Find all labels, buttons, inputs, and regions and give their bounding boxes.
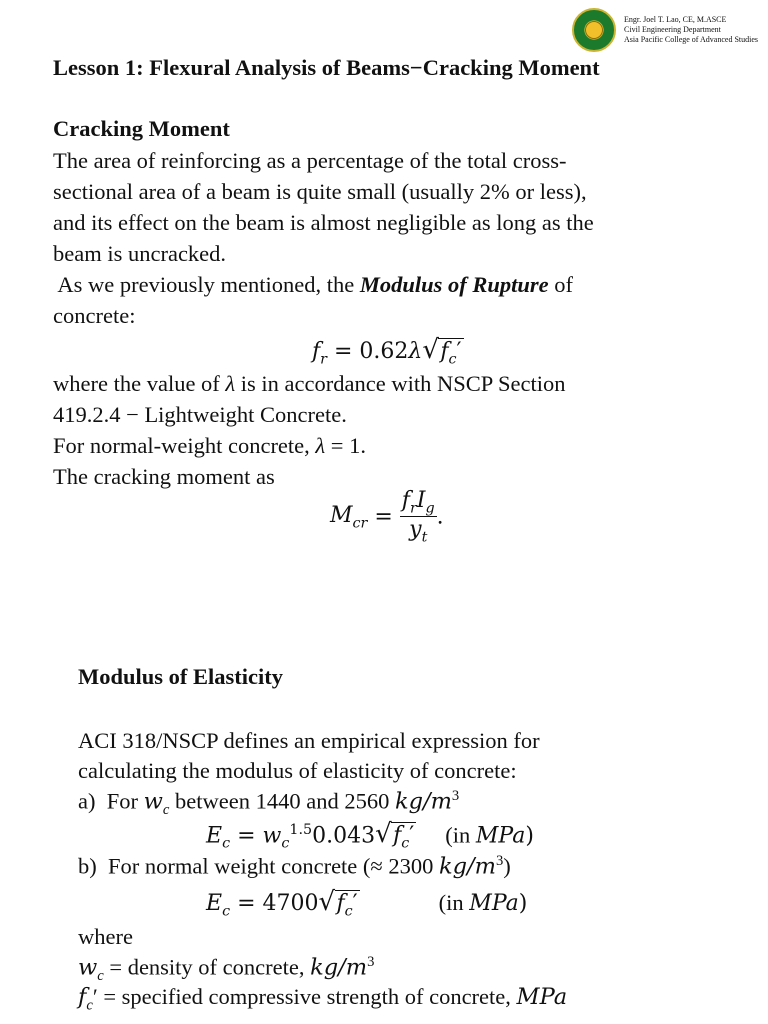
where-label: where	[78, 924, 133, 949]
eqa-w: w	[262, 823, 282, 849]
eq2-den-y: y	[409, 517, 422, 543]
item-a-var: w	[143, 788, 163, 815]
eq1-sqrt	[424, 338, 463, 367]
def2-var: f	[78, 984, 87, 1010]
eq1-f-sub: r	[320, 351, 327, 368]
p1-line-1: The area of reinforcing as a percentage of the total cross-	[53, 148, 567, 173]
p3-line-3	[53, 430, 743, 461]
eqb-units-mpa: MPa	[469, 891, 519, 916]
eqb-E-sub: c	[222, 903, 231, 920]
eq2-num-I: I	[416, 488, 426, 513]
item-b	[78, 853, 511, 880]
p3-pre: where the value of	[53, 371, 226, 396]
eqb-mid: = 4700	[230, 891, 319, 916]
item-a	[78, 788, 459, 819]
eqa-units-open: (in	[445, 822, 476, 848]
eqb-units-close: )	[518, 891, 528, 916]
modulus-of-rupture-term: Modulus of Rupture	[359, 272, 549, 297]
item-b-unit: kg/m	[439, 853, 496, 880]
eq1-prime: ′	[456, 339, 462, 364]
item-a-var-sub: c	[162, 802, 170, 818]
eq2-equals: =	[367, 504, 400, 530]
eq2-fraction	[400, 488, 437, 546]
item-a-post: between 1440 and 2560	[169, 788, 395, 814]
item-b-post: )	[503, 853, 511, 879]
cracking-moment-heading: Cracking Moment	[53, 116, 230, 141]
p3-post: is in accordance with NSCP Section	[235, 371, 566, 396]
cracking-paragraph-1	[53, 145, 743, 331]
eq2-den-sub: t	[421, 529, 428, 546]
eqa-exponent: 1.5	[289, 822, 313, 838]
eq2-lhs	[330, 503, 367, 531]
def2-unit: MPa	[516, 984, 568, 1010]
p1-line-2: sectional area of a beam is quite small (usually 2% or less),	[53, 179, 587, 204]
eqa-units-mpa: MPa	[475, 823, 526, 849]
eqa-root-sub: c	[401, 835, 410, 852]
p1-line-3: and its effect on the beam is almost negligible as long as the	[53, 210, 594, 235]
eq2-period: .	[436, 504, 444, 530]
p3l3-pre: For normal-weight concrete,	[53, 433, 316, 458]
p3-line-4: The cracking moment as	[53, 464, 275, 489]
college-seal-logo	[572, 8, 616, 52]
def1-unit: kg/m	[310, 954, 368, 981]
p2-pre: As we previously mentioned, the	[53, 272, 360, 297]
eq2-M: M	[330, 502, 353, 528]
definition-wc	[78, 954, 374, 985]
eqa-E: E	[206, 823, 223, 849]
eq1-root-sub: c	[448, 351, 457, 368]
elasticity-equation-a	[206, 822, 534, 852]
header-department: Civil Engineering Department	[624, 25, 721, 34]
definition-fc	[78, 984, 567, 1015]
elasticity-intro-1: ACI 318/NSCP defines an empirical expression for	[78, 728, 540, 753]
modulus-elasticity-heading: Modulus of Elasticity	[78, 664, 284, 689]
eqa-units-close: )	[525, 823, 534, 849]
item-b-unit-sup: 3	[495, 853, 504, 869]
eqb-prime: ′	[352, 891, 358, 916]
eqb-units-open: (in	[438, 890, 470, 915]
def2-prime: ′	[92, 984, 98, 1009]
p3-line-1	[53, 368, 743, 399]
def1-text: = density of concrete,	[103, 954, 311, 980]
lesson-title: Lesson 1: Flexural Analysis of Beams−Cracking Moment	[53, 55, 600, 80]
item-a-unit: kg/m	[394, 788, 452, 815]
p3l3-post: = 1.	[325, 433, 366, 458]
eqb-root-sub: c	[344, 903, 353, 920]
header-author: Engr. Joel T. Lao, CE, M.ASCE	[624, 15, 727, 24]
p3l3-lambda: λ	[315, 433, 326, 458]
eqa-sqrt	[377, 822, 416, 851]
item-b-label: b)	[78, 853, 97, 879]
p2-line-1	[53, 269, 743, 300]
eq1-mid: = 0.62	[327, 339, 409, 364]
eqa-root-f: f	[393, 823, 402, 849]
modulus-of-rupture-equation	[312, 338, 464, 367]
item-b-pre: For normal weight concrete (≈ 2300	[108, 853, 440, 879]
eqa-w-sub: c	[281, 835, 290, 852]
eq1-f: f	[312, 339, 321, 364]
eq2-denominator	[400, 517, 437, 545]
eqb-sqrt	[321, 890, 360, 919]
eqa-equals: =	[230, 823, 263, 849]
eqa-E-sub: c	[222, 835, 231, 852]
p1-line-4: beam is uncracked.	[53, 241, 227, 266]
eq2-M-sub: cr	[352, 515, 368, 532]
eq2-num-fsub: r	[409, 500, 417, 517]
eq2-numerator	[400, 488, 437, 517]
def1-unit-sup: 3	[367, 954, 375, 970]
def1-var: w	[78, 954, 98, 981]
elasticity-intro-2: calculating the modulus of elasticity of concrete:	[78, 758, 517, 783]
eqa-prime: ′	[409, 823, 415, 849]
eqb-E: E	[206, 891, 223, 916]
p3-line-2: 419.2.4 − Lightweight Concrete.	[53, 402, 347, 427]
p3-lambda: λ	[225, 371, 236, 396]
eq2-num-f: f	[401, 488, 410, 513]
item-a-unit-sup: 3	[451, 788, 460, 804]
p2-post: of	[548, 272, 574, 297]
def2-sub: c	[86, 997, 93, 1014]
def1-sub: c	[97, 968, 104, 984]
eq2-num-Isub: g	[425, 500, 435, 517]
elasticity-equation-b	[206, 890, 527, 919]
header-text	[624, 15, 758, 45]
p2-line-2: concrete:	[53, 303, 136, 328]
eqa-coef: 0.043	[312, 823, 376, 849]
eq1-lambda: λ	[408, 339, 423, 364]
header-school: Asia Pacific College of Advanced Studies	[624, 35, 758, 44]
cracking-moment-equation	[330, 488, 444, 546]
cracking-paragraph-3	[53, 368, 743, 492]
eqb-root-f: f	[336, 891, 345, 916]
item-a-label: a)	[78, 788, 96, 814]
eq1-root-f: f	[440, 339, 449, 364]
item-a-pre: For	[106, 788, 144, 814]
seal-center	[585, 21, 603, 39]
def2-text: = specified compressive strength of concrete,	[97, 984, 517, 1009]
page-header	[572, 8, 758, 52]
